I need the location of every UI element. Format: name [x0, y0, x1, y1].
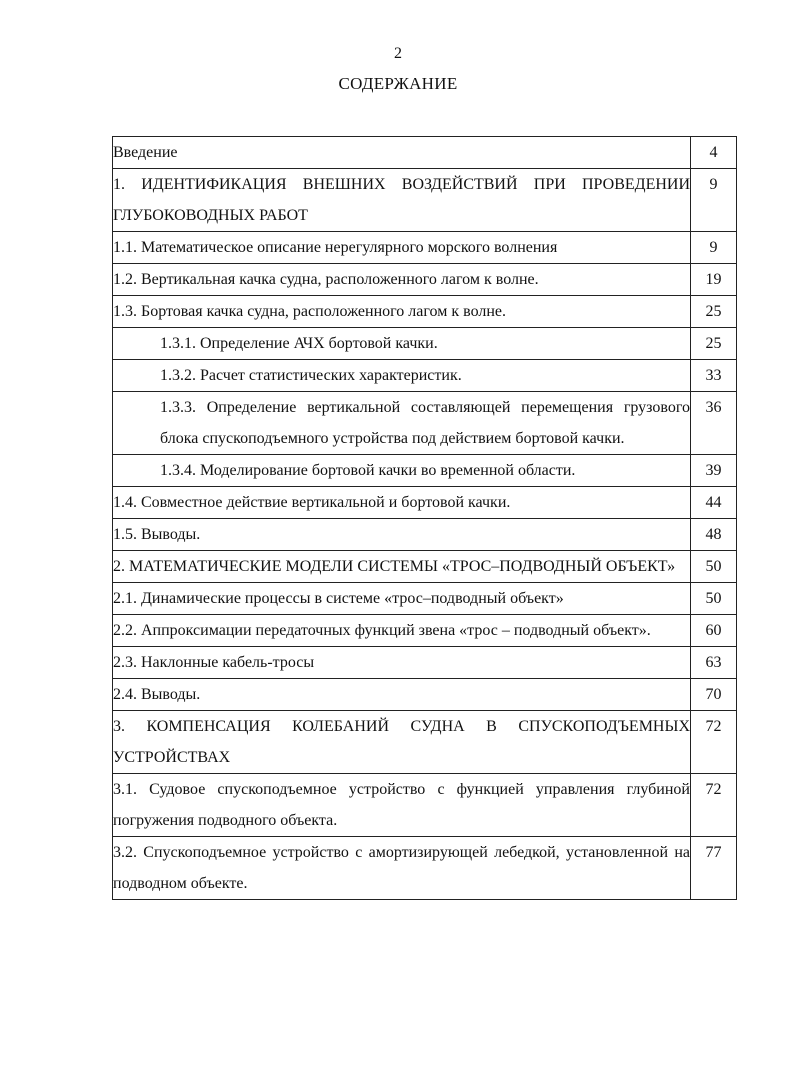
- table-of-contents: [112, 136, 737, 900]
- toc-entry-page: 19: [691, 264, 737, 296]
- toc-entry-page: 63: [691, 647, 737, 679]
- page-number: 2: [394, 45, 402, 62]
- toc-row: [113, 551, 737, 583]
- toc-entry-text: 1.3.4. Моделирование бортовой качки во временной области.: [113, 455, 691, 487]
- toc-entry-text: Введение: [113, 137, 691, 169]
- toc-entry-text: 2.2. Аппроксимации передаточных функций звена «трос – подводный объект».: [113, 615, 691, 647]
- toc-row: [113, 392, 737, 455]
- toc-entry-page: 48: [691, 519, 737, 551]
- toc-row: [113, 583, 737, 615]
- page-title: СОДЕРЖАНИЕ: [338, 74, 458, 93]
- toc-row: [113, 774, 737, 837]
- toc-entry-text: 3. КОМПЕНСАЦИЯ КОЛЕБАНИЙ СУДНА В СПУСКОПОДЪЕМНЫХ УСТРОЙСТВАХ: [113, 711, 691, 774]
- toc-entry-text: 1.3.1. Определение АЧХ бортовой качки.: [113, 328, 691, 360]
- toc-entry-page: 25: [691, 328, 737, 360]
- toc-entry-page: 44: [691, 487, 737, 519]
- toc-entry-text: 1.3.3. Определение вертикальной составляющей перемещения грузового блока спускоподъемного устройства под действием бортовой качки.: [113, 392, 691, 455]
- toc-entry-page: 39: [691, 455, 737, 487]
- toc-row: [113, 264, 737, 296]
- toc-entry-page: 9: [691, 232, 737, 264]
- toc-row: [113, 487, 737, 519]
- toc-entry-text: 1.2. Вертикальная качка судна, расположенного лагом к волне.: [113, 264, 691, 296]
- toc-entry-page: 4: [691, 137, 737, 169]
- toc-entry-page: 50: [691, 551, 737, 583]
- toc-entry-text: 1.3. Бортовая качка судна, расположенного лагом к волне.: [113, 296, 691, 328]
- toc-entry-page: 36: [691, 392, 737, 455]
- toc-row: [113, 679, 737, 711]
- toc-row: [113, 328, 737, 360]
- toc-entry-page: 33: [691, 360, 737, 392]
- toc-entry-text: 2.3. Наклонные кабель-тросы: [113, 647, 691, 679]
- toc-entry-text: 1. ИДЕНТИФИКАЦИЯ ВНЕШНИХ ВОЗДЕЙСТВИЙ ПРИ ПРОВЕДЕНИИ ГЛУБОКОВОДНЫХ РАБОТ: [113, 169, 691, 232]
- toc-entry-text: 3.2. Спускоподъемное устройство с амортизирующей лебедкой, установленной на подводном объекте.: [113, 837, 691, 900]
- toc-row: [113, 711, 737, 774]
- toc-entry-page: 72: [691, 774, 737, 837]
- toc-row: [113, 137, 737, 169]
- toc-entry-page: 9: [691, 169, 737, 232]
- toc-entry-text: 1.3.2. Расчет статистических характеристик.: [113, 360, 691, 392]
- toc-row: [113, 647, 737, 679]
- toc-entry-text: 1.5. Выводы.: [113, 519, 691, 551]
- toc-entry-text: 1.1. Математическое описание нерегулярного морского волнения: [113, 232, 691, 264]
- toc-entry-page: 77: [691, 837, 737, 900]
- toc-row: [113, 519, 737, 551]
- toc-row: [113, 455, 737, 487]
- toc-row: [113, 615, 737, 647]
- toc-entry-text: 2.4. Выводы.: [113, 679, 691, 711]
- toc-entry-text: 3.1. Судовое спускоподъемное устройство с функцией управления глубиной погружения подводного объекта.: [113, 774, 691, 837]
- toc-entry-text: 1.4. Совместное действие вертикальной и бортовой качки.: [113, 487, 691, 519]
- toc-entry-page: 25: [691, 296, 737, 328]
- toc-row: [113, 169, 737, 232]
- toc-entry-page: 60: [691, 615, 737, 647]
- toc-row: [113, 232, 737, 264]
- toc-row: [113, 837, 737, 900]
- toc-entry-page: 50: [691, 583, 737, 615]
- toc-row: [113, 296, 737, 328]
- toc-entry-text: 2. МАТЕМАТИЧЕСКИЕ МОДЕЛИ СИСТЕМЫ «ТРОС–ПОДВОДНЫЙ ОБЪЕКТ»: [113, 551, 691, 583]
- toc-entry-page: 70: [691, 679, 737, 711]
- toc-entry-text: 2.1. Динамические процессы в системе «трос–подводный объект»: [113, 583, 691, 615]
- toc-row: [113, 360, 737, 392]
- toc-entry-page: 72: [691, 711, 737, 774]
